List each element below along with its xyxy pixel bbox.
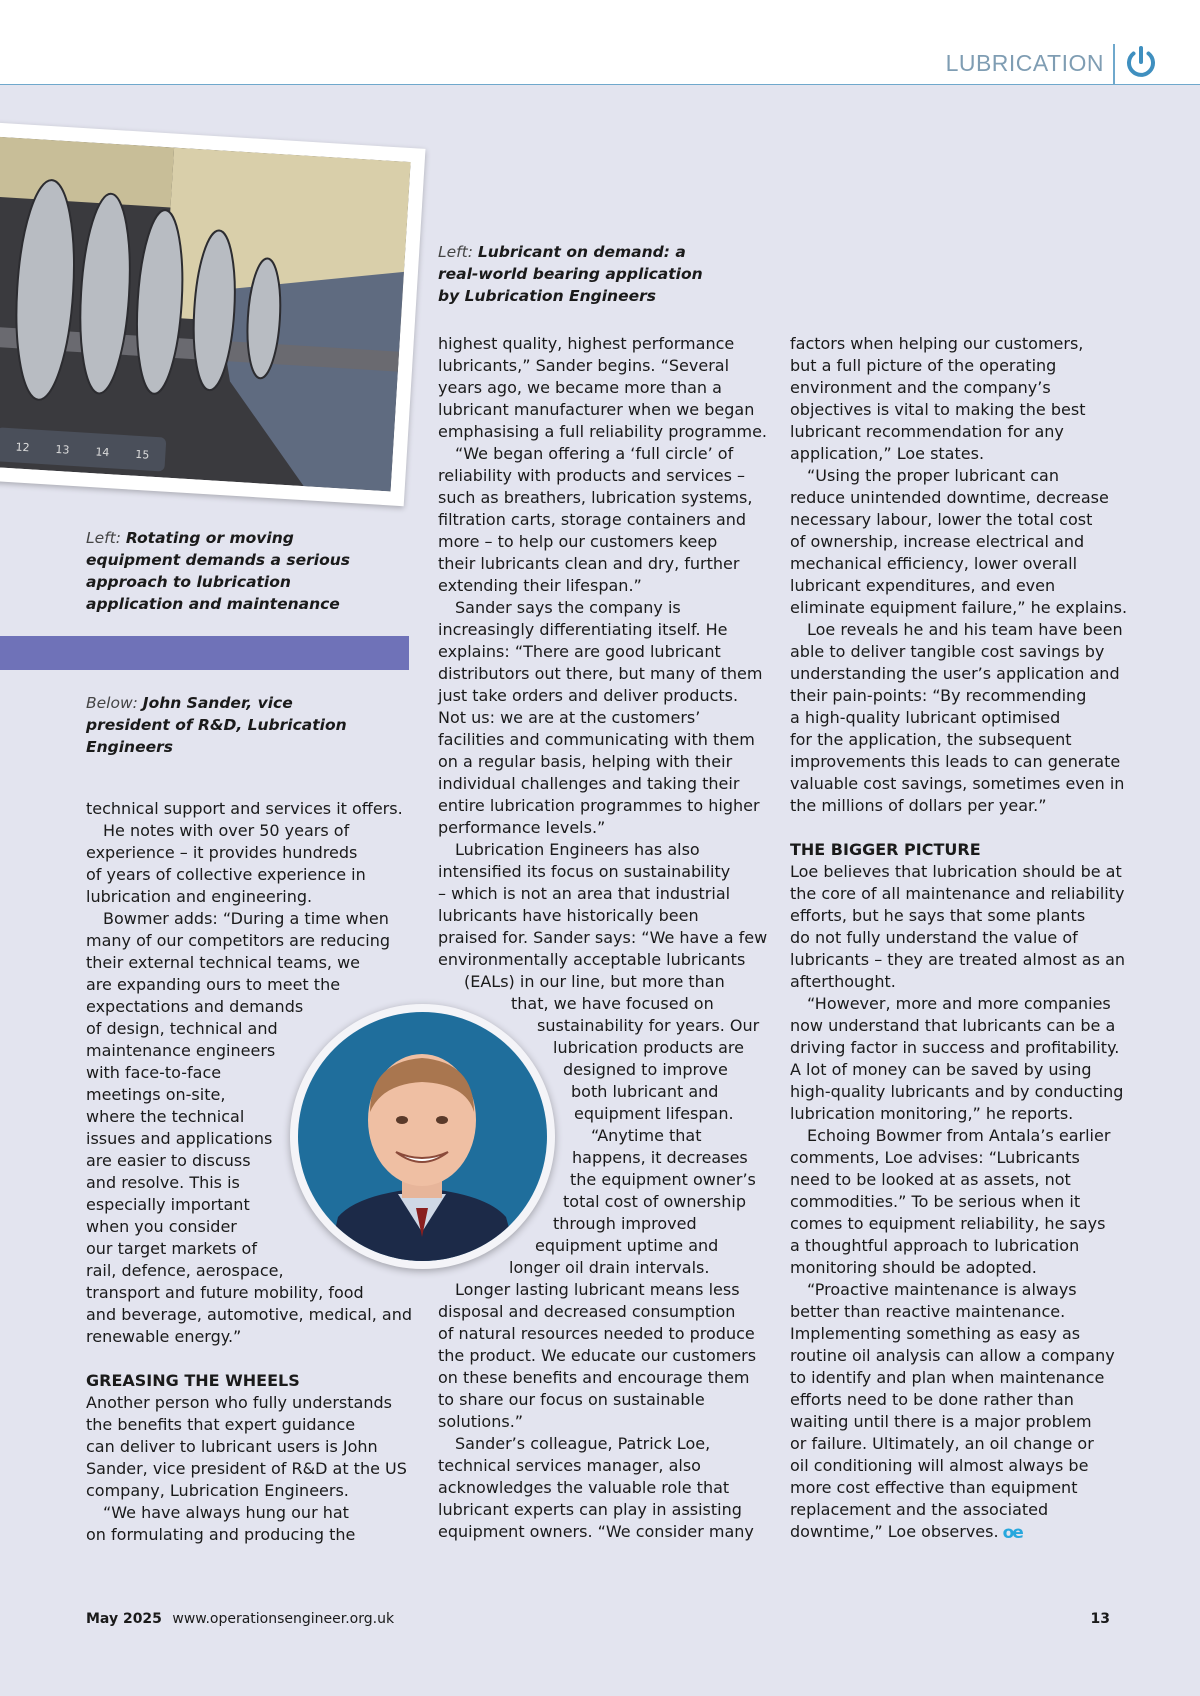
- body-line: application,” Loe states.: [790, 444, 985, 463]
- body-line: lubricant recommendation for any: [790, 422, 1064, 441]
- oe-logo-icon: oe: [1002, 1522, 1022, 1543]
- body-line: increasingly differentiating itself. He: [438, 620, 728, 639]
- body-line: rail, defence, aerospace,: [86, 1261, 284, 1280]
- caption-portrait: [86, 692, 347, 758]
- caption-lead: Left:: [86, 529, 121, 547]
- body-line: of natural resources needed to produce: [438, 1324, 755, 1343]
- body-line: Implementing something as easy as: [790, 1324, 1081, 1343]
- body-line: downtime,” Loe observes. oe: [790, 1522, 1022, 1543]
- body-line: more cost effective than equipment: [790, 1478, 1078, 1497]
- body-line: lubrication monitoring,” he reports.: [790, 1104, 1074, 1123]
- body-line: of ownership, increase electrical and: [790, 532, 1085, 551]
- power-icon: [1123, 44, 1159, 80]
- body-line: Sander says the company is: [455, 598, 681, 617]
- body-line: years ago, we became more than a: [438, 378, 722, 397]
- body-line: Loe reveals he and his team have been: [807, 620, 1123, 639]
- section-heading: THE BIGGER PICTURE: [790, 840, 981, 859]
- portrait-photo: [290, 1004, 555, 1269]
- body-line: a high-quality lubricant optimised: [790, 708, 1061, 727]
- body-line: filtration carts, storage containers and: [438, 510, 747, 529]
- body-line: entire lubrication programmes to higher: [438, 796, 760, 815]
- body-line: facilities and communicating with them: [438, 730, 755, 749]
- body-line: driving factor in success and profitability.: [790, 1038, 1120, 1057]
- body-line: praised for. Sander says: “We have a few: [438, 928, 768, 947]
- body-line: of years of collective experience in: [86, 865, 366, 884]
- body-line: eliminate equipment failure,” he explains.: [790, 598, 1128, 617]
- body-line: lubrication products are: [553, 1038, 744, 1057]
- website-link[interactable]: www.operationsengineer.org.uk: [172, 1611, 395, 1627]
- column-2: [438, 333, 768, 1543]
- body-line: equipment uptime and: [535, 1236, 719, 1255]
- section-label: LUBRICATION: [945, 50, 1104, 76]
- body-line: understanding the user’s application and: [790, 664, 1120, 683]
- footer: [86, 1611, 394, 1627]
- body-line: afterthought.: [790, 972, 896, 991]
- body-line: commodities.” To be serious when it: [790, 1192, 1081, 1211]
- body-line: lubricant experts can play in assisting: [438, 1500, 742, 1519]
- body-line: intensified its focus on sustainability: [438, 862, 731, 881]
- body-line: issues and applications: [86, 1129, 273, 1148]
- body-line: individual challenges and taking their: [438, 774, 740, 793]
- body-line: environment and the company’s: [790, 378, 1051, 397]
- portrait-illustration: [298, 1012, 547, 1261]
- body-line: the millions of dollars per year.”: [790, 796, 1047, 815]
- caption-lead: Below:: [86, 694, 138, 712]
- body-line: waiting until there is a major problem: [790, 1412, 1092, 1431]
- body-line: are easier to discuss: [86, 1151, 251, 1170]
- caption-text: Rotating or moving: [125, 529, 294, 547]
- body-line: “However, more and more companies: [807, 994, 1111, 1013]
- body-line: a thoughtful approach to lubrication: [790, 1236, 1080, 1255]
- body-line: necessary labour, lower the total cost: [790, 510, 1093, 529]
- caption-text: equipment demands a serious: [86, 551, 350, 569]
- body-line: He notes with over 50 years of: [103, 821, 350, 840]
- body-line: to share our focus on sustainable: [438, 1390, 705, 1409]
- body-line: for the application, the subsequent: [790, 730, 1072, 749]
- body-line: our target markets of: [86, 1239, 257, 1258]
- section-heading: GREASING THE WHEELS: [86, 1371, 300, 1390]
- body-line: – which is not an area that industrial: [438, 884, 731, 903]
- body-line: better than reactive maintenance.: [790, 1302, 1066, 1321]
- body-line: comments, Loe advises: “Lubricants: [790, 1148, 1080, 1167]
- body-line: their external technical teams, we: [86, 953, 361, 972]
- body-line: high-quality lubricants and by conducting: [790, 1082, 1124, 1101]
- body-line: longer oil drain intervals.: [509, 1258, 710, 1277]
- body-line: total cost of ownership: [563, 1192, 746, 1211]
- body-line: extending their lifespan.”: [438, 576, 642, 595]
- caption-equipment: [86, 527, 350, 615]
- body-line: do not fully understand the value of: [790, 928, 1078, 947]
- body-line: and beverage, automotive, medical, and: [86, 1305, 412, 1324]
- caption-text: application and maintenance: [86, 595, 340, 613]
- body-line: improvements this leads to can generate: [790, 752, 1121, 771]
- body-line: many of our competitors are reducing: [86, 931, 391, 950]
- body-line: renewable energy.”: [86, 1327, 242, 1346]
- body-line: lubricants,” Sander begins. “Several: [438, 356, 730, 375]
- body-line: efforts need to be done rather than: [790, 1390, 1074, 1409]
- roller-label: 15: [134, 447, 150, 462]
- body-line: where the technical: [86, 1107, 245, 1126]
- body-line: acknowledges the valuable role that: [438, 1478, 730, 1497]
- body-line: “We began offering a ‘full circle’ of: [455, 444, 734, 463]
- body-line: (EALs) in our line, but more than: [464, 972, 725, 991]
- body-line: more – to help our customers keep: [438, 532, 718, 551]
- body-line: are expanding ours to meet the: [86, 975, 341, 994]
- body-line: their lubricants clean and dry, further: [438, 554, 740, 573]
- body-line: lubricant manufacturer when we began: [438, 400, 755, 419]
- body-line: need to be looked at as assets, not: [790, 1170, 1071, 1189]
- body-line: “Proactive maintenance is always: [807, 1280, 1077, 1299]
- body-line: efforts, but he says that some plants: [790, 906, 1086, 925]
- body-line: now understand that lubricants can be a: [790, 1016, 1116, 1035]
- body-line: Not us: we are at the customers’: [438, 708, 701, 727]
- body-line: their pain-points: “By recommending: [790, 686, 1087, 705]
- body-line: of design, technical and: [86, 1019, 278, 1038]
- body-line: Sander, vice president of R&D at the US: [86, 1459, 407, 1478]
- body-line: oil conditioning will almost always be: [790, 1456, 1089, 1475]
- body-line: but a full picture of the operating: [790, 356, 1057, 375]
- body-line: Lubrication Engineers has also: [455, 840, 700, 859]
- body-line: transport and future mobility, food: [86, 1283, 364, 1302]
- body-line: can deliver to lubricant users is John: [86, 1437, 378, 1456]
- body-line: the core of all maintenance and reliability: [790, 884, 1125, 903]
- body-line: maintenance engineers: [86, 1041, 276, 1060]
- caption-text: Engineers: [86, 738, 173, 756]
- body-line: A lot of money can be saved by using: [790, 1060, 1092, 1079]
- body-line: or failure. Ultimately, an oil change or: [790, 1434, 1094, 1453]
- caption-text: approach to lubrication: [86, 573, 291, 591]
- caption-lead: Left:: [438, 243, 473, 261]
- issue-date: May 2025: [86, 1611, 162, 1627]
- body-line: emphasising a full reliability programme.: [438, 422, 768, 441]
- body-line: “Using the proper lubricant can: [807, 466, 1059, 485]
- caption-text: real-world bearing application: [438, 265, 703, 283]
- body-line: monitoring should be adopted.: [790, 1258, 1037, 1277]
- body-line: that, we have focused on: [511, 994, 714, 1013]
- body-line: on formulating and producing the: [86, 1525, 356, 1544]
- body-line: solutions.”: [438, 1412, 524, 1431]
- body-line: expectations and demands: [86, 997, 304, 1016]
- caption-text: president of R&D, Lubrication: [86, 716, 347, 734]
- body-line: company, Lubrication Engineers.: [86, 1481, 349, 1500]
- body-line: happens, it decreases: [572, 1148, 748, 1167]
- body-line: highest quality, highest performance: [438, 334, 735, 353]
- body-line: with face-to-face: [86, 1063, 222, 1082]
- body-line: equipment lifespan.: [574, 1104, 734, 1123]
- body-line: and resolve. This is: [86, 1173, 240, 1192]
- body-line: Longer lasting lubricant means less: [455, 1280, 740, 1299]
- body-line: to identify and plan when maintenance: [790, 1368, 1105, 1387]
- body-line: lubricant expenditures, and even: [790, 576, 1056, 595]
- page-number: 13: [1090, 1611, 1110, 1627]
- body-line: lubrication and engineering.: [86, 887, 313, 906]
- body-line: routine oil analysis can allow a company: [790, 1346, 1115, 1365]
- body-line: disposal and decreased consumption: [438, 1302, 736, 1321]
- body-line: such as breathers, lubrication systems,: [438, 488, 753, 507]
- body-line: valuable cost savings, sometimes even in: [790, 774, 1125, 793]
- decorative-band: [0, 636, 409, 670]
- body-line: the benefits that expert guidance: [86, 1415, 356, 1434]
- caption-text: by Lubrication Engineers: [438, 287, 656, 305]
- roller-label: 13: [55, 442, 70, 457]
- caption-text: John Sander, vice: [142, 694, 293, 712]
- body-line: “We have always hung our hat: [103, 1503, 349, 1522]
- body-line: meetings on-site,: [86, 1085, 226, 1104]
- machinery-illustration: [0, 137, 411, 492]
- body-line: Loe believes that lubrication should be at: [790, 862, 1122, 881]
- body-line: environmentally acceptable lubricants: [438, 950, 746, 969]
- body-line: equipment owners. “We consider many: [438, 1522, 754, 1541]
- body-line: factors when helping our customers,: [790, 334, 1084, 353]
- column-3: [790, 333, 1128, 1544]
- roller-label: 14: [95, 445, 110, 460]
- body-line: Bowmer adds: “During a time when: [103, 909, 389, 928]
- body-line: designed to improve: [563, 1060, 728, 1079]
- body-line: reduce unintended downtime, decrease: [790, 488, 1109, 507]
- body-line: experience – it provides hundreds: [86, 843, 358, 862]
- body-line: technical services manager, also: [438, 1456, 701, 1475]
- body-line: both lubricant and: [571, 1082, 719, 1101]
- body-line: Sander’s colleague, Patrick Loe,: [455, 1434, 711, 1453]
- body-line: replacement and the associated: [790, 1500, 1049, 1519]
- body-line: distributors out there, but many of them: [438, 664, 763, 683]
- body-line: the product. We educate our customers: [438, 1346, 757, 1365]
- body-line: performance levels.”: [438, 818, 606, 837]
- body-line: technical support and services it offers.: [86, 799, 403, 818]
- body-line: Another person who fully understands: [86, 1393, 392, 1412]
- body-line: Echoing Bowmer from Antala’s earlier: [807, 1126, 1111, 1145]
- body-line: comes to equipment reliability, he says: [790, 1214, 1106, 1233]
- body-line: mechanical efficiency, lower overall: [790, 554, 1078, 573]
- body-line: when you consider: [86, 1217, 237, 1236]
- body-line: “Anytime that: [591, 1126, 702, 1145]
- body-line: sustainability for years. Our: [537, 1016, 760, 1035]
- body-line: lubricants – they are treated almost as an: [790, 950, 1126, 969]
- body-line: reliability with products and services –: [438, 466, 745, 485]
- body-line: on a regular basis, helping with their: [438, 752, 733, 771]
- body-line: the equipment owner’s: [570, 1170, 756, 1189]
- body-line: on these benefits and encourage them: [438, 1368, 750, 1387]
- body-line: lubricants have historically been: [438, 906, 699, 925]
- machinery-photo: [0, 122, 426, 506]
- header-divider: [1113, 44, 1115, 84]
- body-line: explains: “There are good lubricant: [438, 642, 721, 661]
- body-line: objectives is vital to making the best: [790, 400, 1086, 419]
- body-line: especially important: [86, 1195, 250, 1214]
- caption-bearing: [438, 241, 703, 307]
- roller-label: 12: [15, 440, 30, 455]
- caption-text: Lubricant on demand: a: [477, 243, 686, 261]
- body-line: able to deliver tangible cost savings by: [790, 642, 1105, 661]
- body-line: just take orders and deliver products.: [438, 686, 739, 705]
- body-line: through improved: [553, 1214, 697, 1233]
